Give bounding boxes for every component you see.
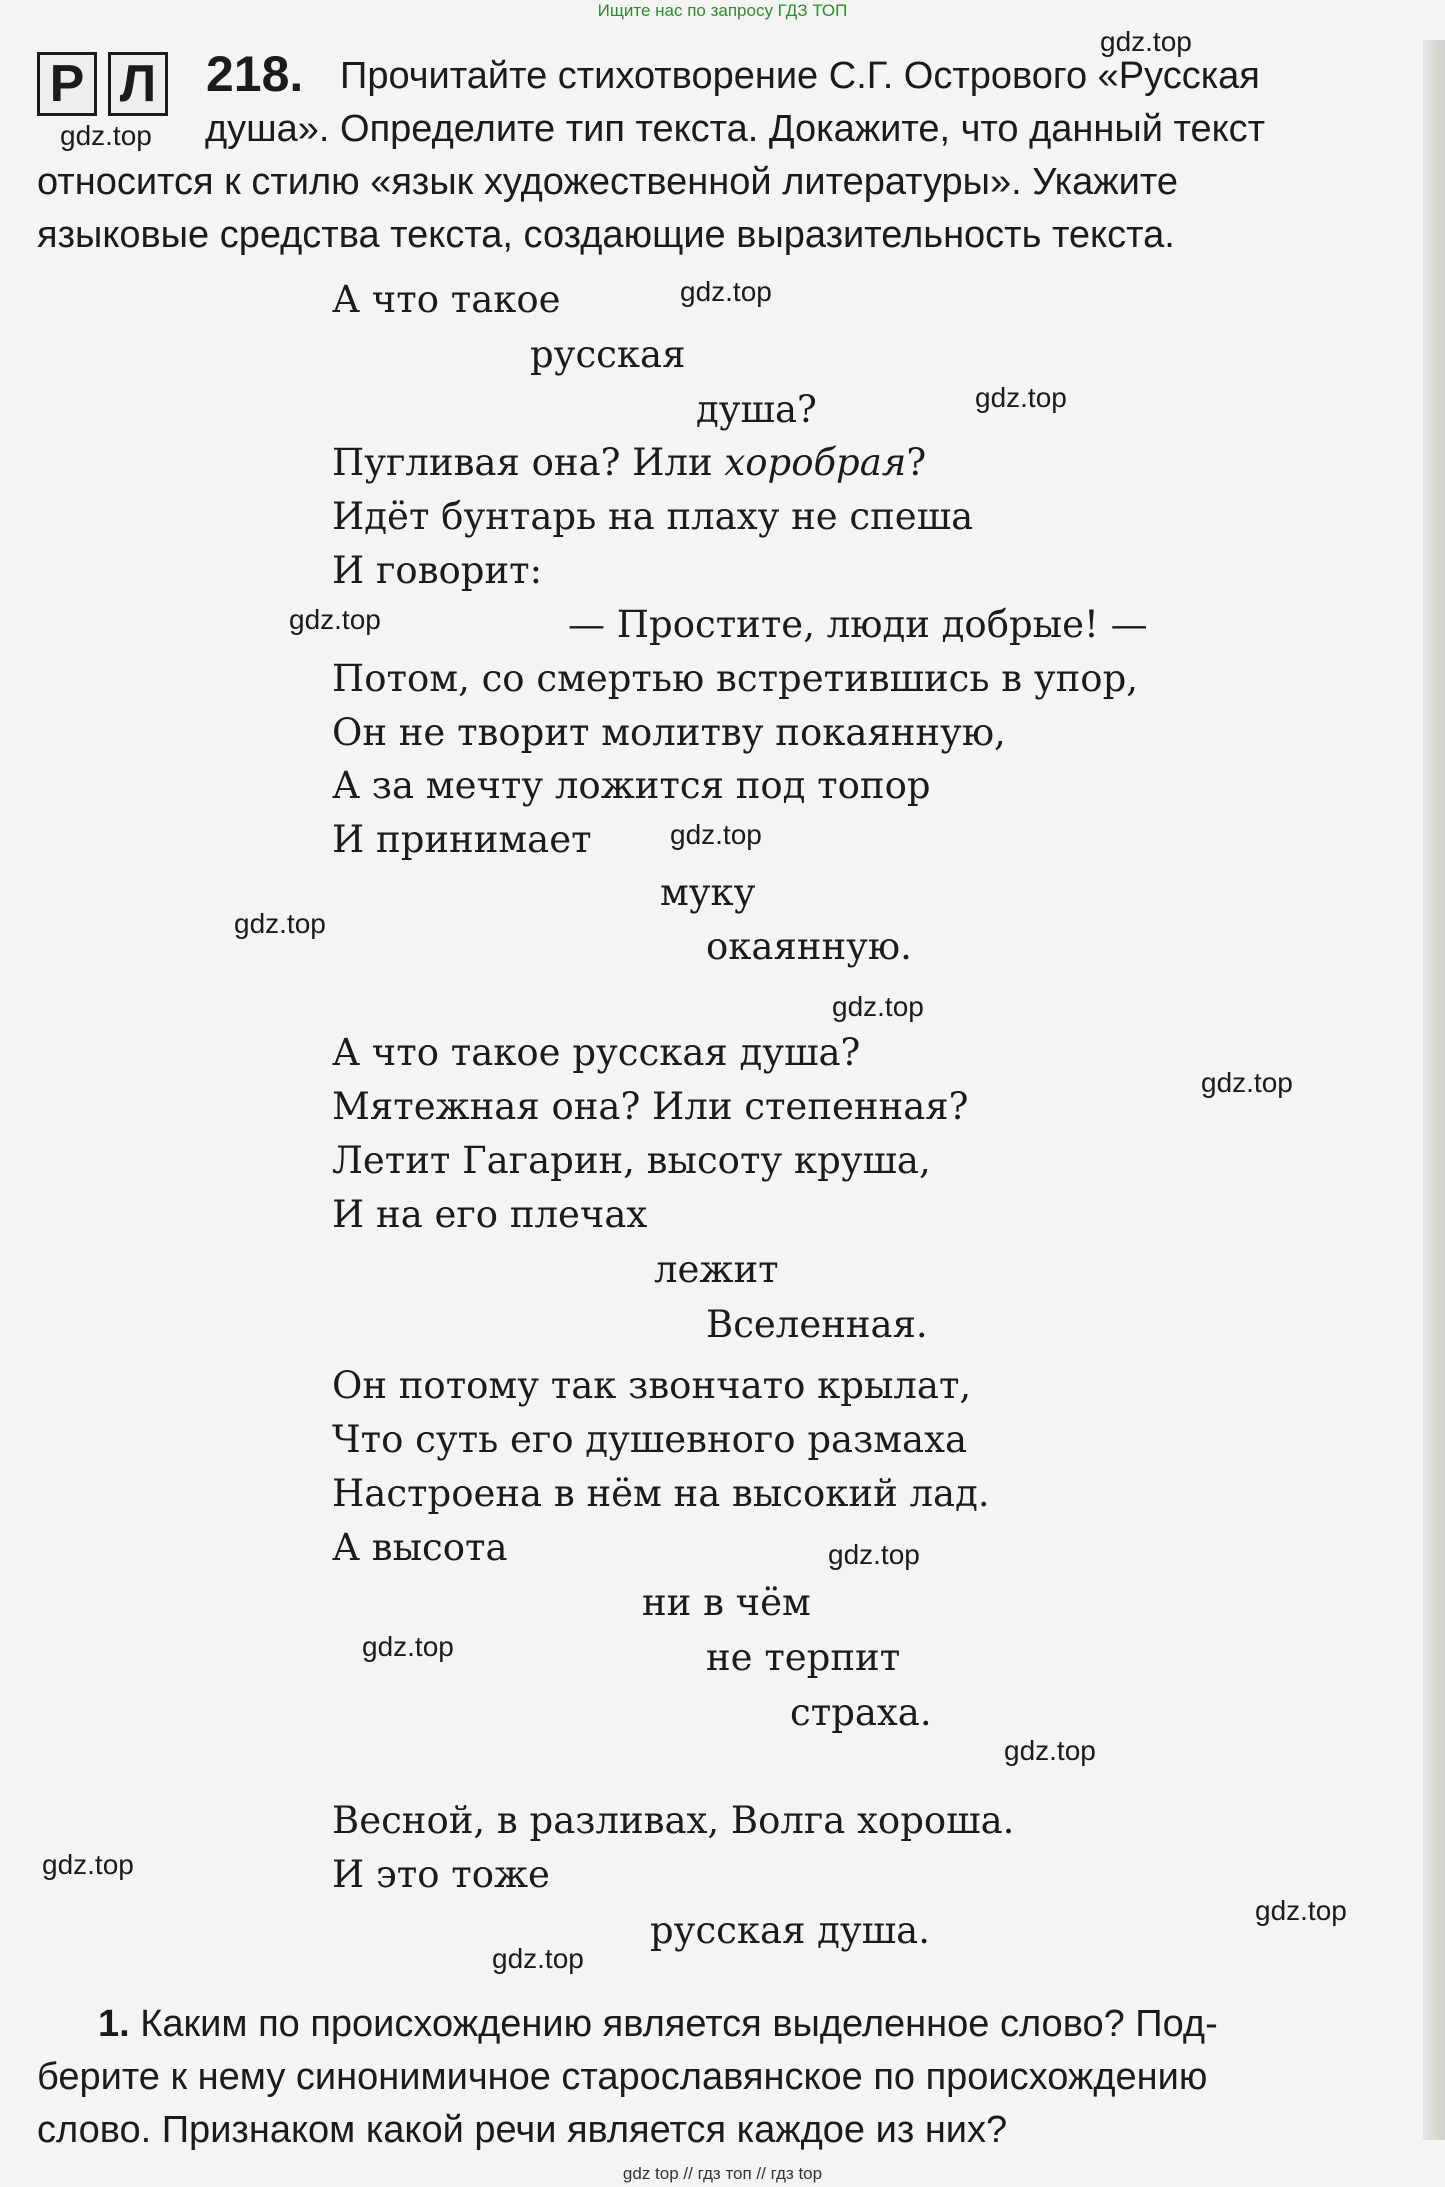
- badge-russian: Р: [37, 52, 97, 116]
- watermark: gdz.top: [1004, 1735, 1096, 1766]
- bottom-banner: gdz top // гдз топ // гдз top: [622, 2164, 823, 2183]
- poem-line: Он потому так звончато крылат,: [332, 1364, 972, 1407]
- poem-line: — Простите, люди добрые! —: [568, 603, 1148, 646]
- highlighted-word: хоробрая: [724, 441, 907, 484]
- task-line-1: Прочитайте стихотворение С.Г. Острового «Русская: [340, 55, 1260, 97]
- question-number: 1.: [98, 2003, 130, 2045]
- watermark: gdz.top: [492, 1943, 584, 1974]
- poem-line: И это тоже: [332, 1853, 550, 1896]
- poem-line: русская: [530, 333, 686, 376]
- watermark: gdz.top: [60, 120, 152, 151]
- poem-line: русская душа.: [650, 1909, 930, 1952]
- poem-line: А высота: [332, 1526, 508, 1569]
- poem-line: А что такое: [332, 278, 561, 321]
- poem-line: Настроена в нём на высокий лад.: [332, 1472, 990, 1515]
- watermark: gdz.top: [1201, 1067, 1293, 1098]
- poem-line: Потом, со смертью встретившись в упор,: [332, 657, 1139, 700]
- poem-line: ни в чём: [642, 1581, 811, 1624]
- watermark: gdz.top: [234, 908, 326, 939]
- watermark: gdz.top: [828, 1539, 920, 1570]
- poem-line: Весной, в разливах, Волга хороша.: [332, 1799, 1015, 1842]
- watermark: gdz.top: [362, 1631, 454, 1662]
- poem-line: Идёт бунтарь на плаху не спеша: [332, 495, 974, 538]
- question-line-1: [98, 1998, 1218, 2050]
- poem-line: Что суть его душевного размаха: [332, 1418, 968, 1461]
- watermark: gdz.top: [975, 382, 1067, 413]
- poem-line: [332, 438, 926, 488]
- poem-line: окаянную.: [706, 925, 912, 968]
- top-banner: Ищите нас по запросу ГДЗ ТОП: [597, 1, 848, 20]
- question-text: Каким по происхождению является выделенное слово? Под-: [140, 2003, 1218, 2045]
- question-line-3: слово. Признаком какой речи является каждое из них?: [37, 2109, 1008, 2151]
- question-line-2: берите к нему синонимичное старославянское по происхождению: [37, 2056, 1208, 2098]
- poem-line: И говорит:: [332, 549, 543, 592]
- task-line-2: душа». Определите тип текста. Докажите, что данный текст: [205, 108, 1266, 150]
- watermark: gdz.top: [289, 604, 381, 635]
- poem-line: Мятежная она? Или степенная?: [332, 1085, 969, 1128]
- poem-line: Он не творит молитву покаянную,: [332, 711, 1006, 754]
- task-line-3: относится к стилю «язык художественной литературы». Укажите: [37, 161, 1179, 203]
- watermark: gdz.top: [832, 991, 924, 1022]
- watermark: gdz.top: [1255, 1895, 1347, 1926]
- poem-text: Пугливая она? Или: [332, 441, 713, 484]
- poem-text: ?: [906, 441, 927, 484]
- task-line-4: языковые средства текста, создающие выразительность текста.: [37, 214, 1175, 256]
- watermark: gdz.top: [680, 276, 772, 307]
- page-edge: [1423, 40, 1445, 2140]
- badge-literature: Л: [108, 52, 168, 116]
- poem-line: Летит Гагарин, высоту круша,: [332, 1139, 931, 1182]
- poem-line: А за мечту ложится под топор: [332, 764, 931, 807]
- poem-line: И принимает: [332, 818, 592, 861]
- task-number: 218.: [206, 46, 304, 102]
- watermark: gdz.top: [1100, 26, 1192, 57]
- poem-line: А что такое русская душа?: [332, 1031, 861, 1074]
- poem-line: лежит: [654, 1248, 779, 1291]
- poem-line: муку: [660, 871, 756, 914]
- poem-line: душа?: [696, 388, 817, 431]
- poem-line: не терпит: [706, 1636, 901, 1679]
- watermark: gdz.top: [42, 1849, 134, 1880]
- poem-line: Вселенная.: [706, 1303, 928, 1346]
- poem-line: страха.: [790, 1691, 932, 1734]
- poem-line: И на его плечах: [332, 1193, 648, 1236]
- watermark: gdz.top: [670, 819, 762, 850]
